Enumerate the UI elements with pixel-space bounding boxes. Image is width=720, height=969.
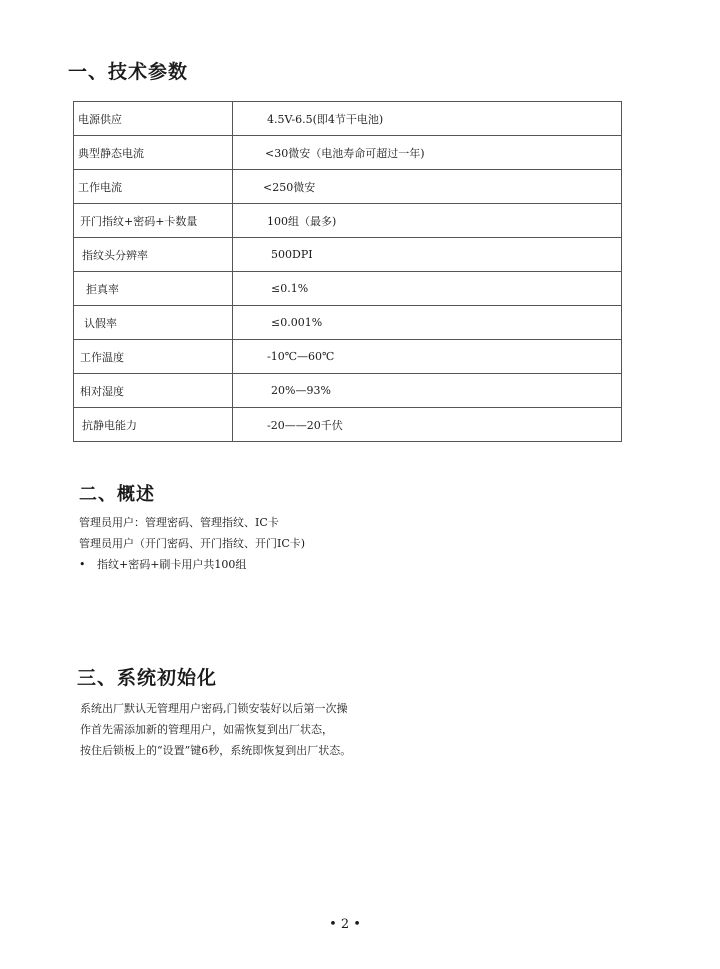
specs-table: [73, 101, 622, 442]
init-line: 系统出厂默认无管理用户密码,门锁安装好以后第一次操: [80, 702, 348, 715]
spec-key: 典型静态电流: [74, 136, 233, 170]
init-body: [80, 698, 351, 761]
section-title-init: 三、系统初始化: [77, 667, 218, 689]
table-row: [74, 408, 622, 442]
page-number: • 2 •: [329, 917, 361, 932]
bullet-icon: •: [79, 558, 86, 571]
section-title-overview: 二、概述: [79, 484, 155, 505]
table-row: [74, 238, 622, 272]
spec-key: 电源供应: [74, 102, 233, 136]
spec-value: <250微安: [233, 170, 622, 204]
table-row: [74, 170, 622, 204]
table-row: [74, 102, 622, 136]
overview-body: [79, 512, 305, 575]
spec-key: 认假率: [74, 306, 233, 340]
spec-value: 4.5V-6.5(即4节干电池): [233, 102, 622, 136]
table-row: [74, 340, 622, 374]
spec-value: <30微安（电池寿命可超过一年): [233, 136, 622, 170]
table-row: [74, 204, 622, 238]
spec-key: 拒真率: [74, 272, 233, 306]
spec-key: 抗静电能力: [74, 408, 233, 442]
spec-value: 100组（最多): [233, 204, 622, 238]
table-row: [74, 272, 622, 306]
init-line: 作首先需添加新的管理用户，如需恢复到出厂状态，: [80, 723, 333, 736]
spec-key: 指纹头分辨率: [74, 238, 233, 272]
spec-value: ≤0.1%: [233, 272, 622, 306]
spec-key: 工作电流: [74, 170, 233, 204]
init-line: 按住后锁板上的“设置”键6秒，系统即恢复到出厂状态。: [80, 744, 352, 757]
spec-value: -10℃—60℃: [233, 340, 622, 374]
table-row: [74, 136, 622, 170]
spec-value: 500DPI: [233, 238, 622, 272]
table-row: [74, 374, 622, 408]
spec-value: 20%—93%: [233, 374, 622, 408]
spec-value: -20——20千伏: [233, 408, 622, 442]
table-row: [74, 306, 622, 340]
overview-line: 管理员用户：管理密码、管理指纹、IC卡: [79, 516, 279, 529]
spec-key: 开门指纹+密码+卡数量: [74, 204, 233, 238]
overview-line: 管理员用户（开门密码、开门指纹、开门IC卡): [79, 537, 306, 550]
spec-value: ≤0.001%: [233, 306, 622, 340]
overview-bullet-item: [79, 554, 305, 575]
spec-key: 工作温度: [74, 340, 233, 374]
overview-bullet-text: 指纹+密码+刷卡用户共100组: [97, 558, 247, 571]
section-title-tech-params: 一、技术参数: [68, 61, 189, 83]
spec-key: 相对湿度: [74, 374, 233, 408]
